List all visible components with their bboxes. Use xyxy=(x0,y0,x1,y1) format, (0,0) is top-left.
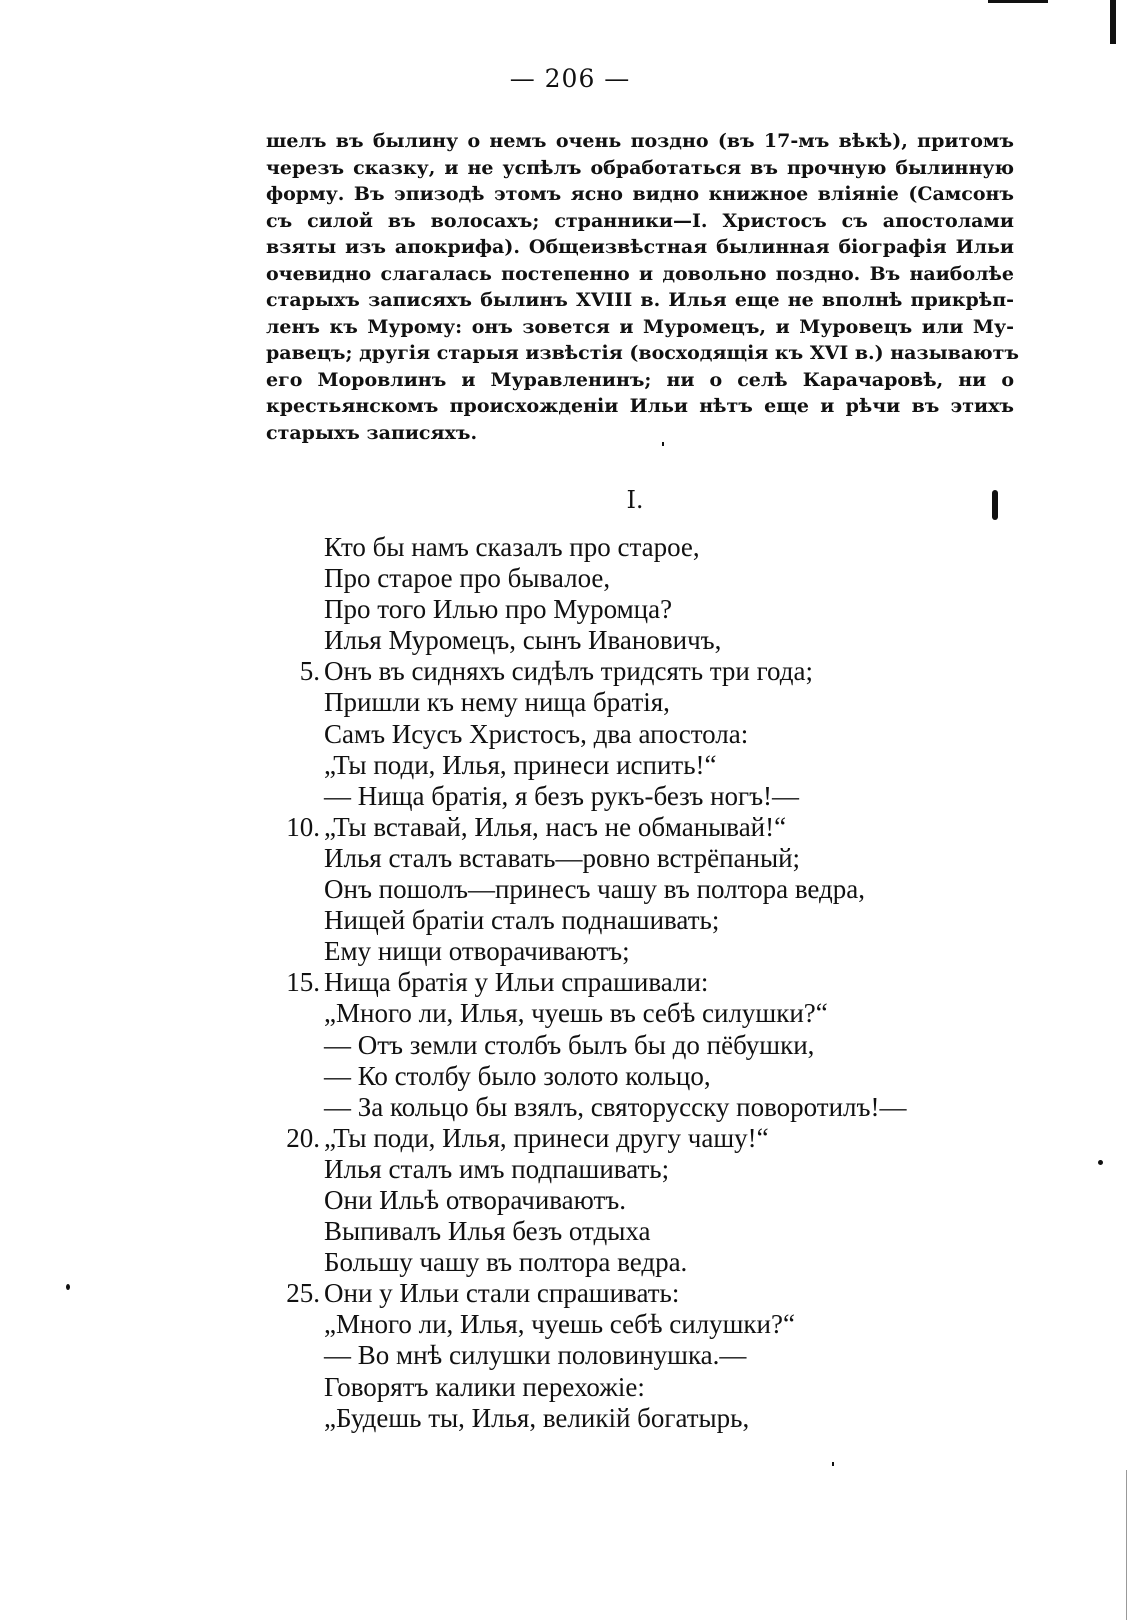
prose-line: шелъ въ былину о немъ очень поздно (въ 17-мъ вѣкѣ), притомъ xyxy=(266,130,1014,152)
verse-number xyxy=(262,1154,324,1185)
prose-line: взяты изъ апокрифа). Общеизвѣстная былинная біографія Ильи xyxy=(266,236,1014,258)
verse-text: — За кольцо бы взялъ, святорусску поворотилъ!— xyxy=(324,1091,907,1122)
poem xyxy=(262,532,1022,1434)
verse-number xyxy=(262,1309,324,1340)
verse-line xyxy=(262,998,1022,1029)
verse-text: Илья сталъ имъ подпашивать; xyxy=(324,1153,670,1184)
verse-line xyxy=(262,1278,1022,1309)
verse-number xyxy=(262,874,324,905)
verse-number xyxy=(262,1216,324,1247)
verse-text: Кто бы намъ сказалъ про старое, xyxy=(324,532,700,562)
verse-number xyxy=(262,1247,324,1278)
verse-number: 15. xyxy=(286,967,320,998)
scan-speck xyxy=(832,1462,834,1466)
verse-number: 25. xyxy=(286,1278,320,1309)
verse-text: Большу чашу въ полтора ведра. xyxy=(324,1247,688,1278)
scan-top-smudge xyxy=(988,0,1048,3)
verse-number xyxy=(262,998,324,1029)
verse-line xyxy=(262,1123,1022,1154)
verse-text: Самъ Исусъ Христосъ, два апостола: xyxy=(324,718,749,749)
verse-line xyxy=(262,1092,1022,1123)
verse-line xyxy=(262,656,1022,687)
scan-speck xyxy=(1098,1160,1103,1165)
verse-text: Про того Илью про Муромца? xyxy=(324,594,673,625)
prose-line: крестьянскомъ происхожденіи Ильи нѣтъ еще и рѣчи въ этихъ xyxy=(266,395,1014,417)
prose-line: ленъ къ Мурому: онъ зовется и Муромецъ, и Муровецъ или Му- xyxy=(266,315,1014,338)
verse-number xyxy=(262,750,324,781)
verse-line xyxy=(262,1340,1022,1371)
verse-line xyxy=(262,563,1022,594)
verse-line xyxy=(262,1030,1022,1061)
verse-text: — Нища братія, я безъ рукъ-безъ ногъ!— xyxy=(324,780,800,811)
verse-text: „Ты поди, Илья, принеси другу чашу!“ xyxy=(324,1122,769,1153)
prose-line: его Моровлинъ и Муравленинъ; ни о селѣ Карачаровѣ, ни о xyxy=(266,368,1014,391)
verse-number xyxy=(262,905,324,936)
verse-number xyxy=(262,594,324,625)
scan-edge-line xyxy=(1126,1470,1127,1620)
prose-line: равецъ; другія старыя извѣстія (восходящія къ XVI в.) называютъ xyxy=(266,342,1019,364)
verse-number xyxy=(262,1403,324,1434)
verse-line xyxy=(262,967,1022,998)
verse-text: Про старое про бывалое, xyxy=(324,563,611,594)
verse-line xyxy=(262,905,1022,936)
verse-number xyxy=(262,563,324,594)
verse-line xyxy=(262,1185,1022,1216)
prose-line: старыхъ записяхъ былинъ XVIII в. Илья еще не вполнѣ прикрѣп- xyxy=(266,289,1014,311)
verse-number xyxy=(262,1061,324,1092)
scan-edge-mark xyxy=(1110,0,1116,44)
section-heading: I. xyxy=(626,486,644,514)
verse-text: — Ко столбу было золото кольцо, xyxy=(324,1060,711,1091)
verse-text: Они Ильѣ отворачиваютъ. xyxy=(324,1184,626,1215)
page-number: — 206 — xyxy=(509,64,631,93)
verse-number xyxy=(262,843,324,874)
verse-line xyxy=(262,1403,1022,1434)
verse-line xyxy=(262,874,1022,905)
prose-line: съ силой въ волосахъ; странники—І. Христосъ съ апостолами xyxy=(266,209,1014,232)
verse-number: 5. xyxy=(299,656,320,687)
prose-line: черезъ сказку, и не успѣлъ обработаться въ прочную былинную xyxy=(266,156,1014,179)
verse-line xyxy=(262,781,1022,812)
verse-text: „Ты вставай, Илья, насъ не обманывай!“ xyxy=(324,811,787,842)
prose-line: старыхъ записяхъ. xyxy=(266,421,478,444)
verse-text: Онъ въ сидняхъ сидѣлъ тридсять три года; xyxy=(324,656,813,687)
verse-text: Они у Ильи стали спрашивать: xyxy=(324,1278,680,1309)
verse-number xyxy=(262,532,324,563)
verse-line xyxy=(262,936,1022,967)
verse-line xyxy=(262,843,1022,874)
verse-text: „Будешь ты, Илья, великій богатырь, xyxy=(324,1402,750,1433)
verse-number xyxy=(262,719,324,750)
verse-line xyxy=(262,594,1022,625)
verse-line xyxy=(262,1372,1022,1403)
verse-line xyxy=(262,1061,1022,1092)
verse-text: Нища братія у Ильи спрашивали: xyxy=(324,967,709,998)
prose-line: форму. Въ эпизодѣ этомъ ясно видно книжное вліяніе (Самсонъ xyxy=(266,183,1014,205)
verse-line xyxy=(262,1309,1022,1340)
verse-text: Нищей братіи сталъ поднашивать; xyxy=(324,905,720,936)
prose-paragraph xyxy=(266,128,1019,446)
verse-text: Ему нищи отворачиваютъ; xyxy=(324,936,630,967)
verse-text: „Много ли, Илья, чуешь въ себѣ силушки?“ xyxy=(324,998,828,1029)
verse-number xyxy=(262,781,324,812)
verse-line xyxy=(262,1216,1022,1247)
verse-line xyxy=(262,625,1022,656)
verse-text: „Много ли, Илья, чуешь себѣ силушки?“ xyxy=(324,1309,795,1340)
verse-line xyxy=(262,687,1022,718)
verse-number xyxy=(262,1030,324,1061)
scan-speck xyxy=(66,1284,70,1290)
verse-number xyxy=(262,1372,324,1403)
verse-number xyxy=(262,1092,324,1123)
verse-text: Говорятъ калики перехожіе: xyxy=(324,1371,645,1402)
prose-line: очевидно слагалась постепенно и довольно поздно. Въ наиболѣе xyxy=(266,262,1014,285)
verse-line xyxy=(262,1247,1022,1278)
verse-line xyxy=(262,1154,1022,1185)
verse-text: Выпивалъ Илья безъ отдыха xyxy=(324,1216,651,1247)
verse-line xyxy=(262,532,1022,563)
verse-line xyxy=(262,719,1022,750)
verse-line xyxy=(262,750,1022,781)
verse-text: Илья сталъ вставать—ровно встрёпаный; xyxy=(324,842,801,873)
verse-number xyxy=(262,936,324,967)
verse-text: „Ты поди, Илья, принеси испить!“ xyxy=(324,749,717,780)
scan-margin-mark xyxy=(992,490,998,520)
verse-number xyxy=(262,625,324,656)
verse-text: — Во мнѣ силушки половинушка.— xyxy=(324,1340,747,1371)
verse-text: Пришли къ нему нища братія, xyxy=(324,687,670,718)
verse-number xyxy=(262,1340,324,1371)
verse-line xyxy=(262,812,1022,843)
verse-text: Илья Муромецъ, сынъ Ивановичъ, xyxy=(324,625,722,656)
verse-text: — Отъ земли столбъ былъ бы до пёбушки, xyxy=(324,1029,815,1060)
verse-number: 20. xyxy=(286,1122,320,1153)
verse-number xyxy=(262,687,324,718)
verse-text: Онъ пошолъ—принесъ чашу въ полтора ведра, xyxy=(324,874,866,905)
verse-number: 10. xyxy=(286,811,320,842)
scan-speck xyxy=(662,442,664,446)
verse-number xyxy=(262,1185,324,1216)
